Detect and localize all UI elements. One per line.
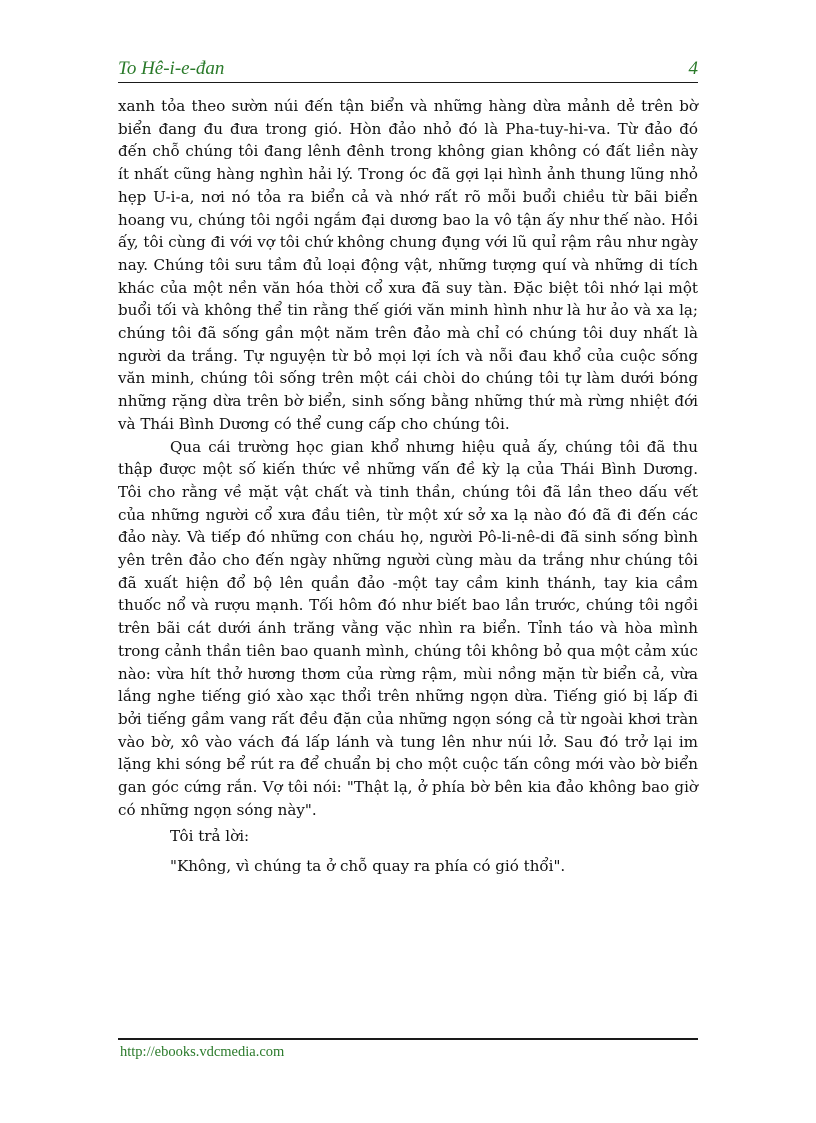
page-header (118, 58, 698, 83)
footer-url: http://ebooks.vdcmedia.com (120, 1044, 285, 1060)
dialog-line: "Không, vì chúng ta ở chỗ quay ra phía có gió thổi". (170, 857, 566, 876)
body-text (118, 95, 698, 878)
paragraph: Qua cái trường học gian khổ nhưng hiệu quả ấy, chúng tôi đã thu thập được một số kiến thức về những vấn đề kỳ lạ của Thái Bình Dương. Tôi cho rằng về mặt vật chất và tinh thần, chúng tôi đã lần theo dấu vết của những người cổ xưa đầu tiên, từ một xứ sở xa lạ nào đó đã đi đến các đảo này. Và tiếp đó những con cháu họ, người Pô-li-nê-di đã sinh sống bình yên trên đảo cho đến ngày những người cùng màu da trắng như chúng tôi đã xuất hiện đổ bộ lên quần đảo -một tay cầm kinh thánh, tay kia cầm thuốc nổ và rượu mạnh. Tối hôm đó như biết bao lần trước, chúng tôi ngồi trên bãi cát dưới ánh trăng vằng vặc nhìn ra biển. Tỉnh táo và hòa mình trong cảnh thần tiên bao quanh mình, chúng tôi không bỏ qua một cảm xúc nào: vừa hít thở hương thơm của rừng rậm, mùi nồng mặn từ biển cả, vừa lắng nghe tiếng gió xào xạc thổi trên những ngọn dừa. Tiếng gió bị lấp đi bởi tiếng gầm vang rất đều đặn của những ngọn sóng cả từ ngoài khơi tràn vào bờ, xô vào vách đá lấp lánh và tung lên như núi lở. Sau đó trở lại im lặng khi sóng bể rút ra để chuẩn bị cho một cuộc tấn công mới vào bờ biển gan góc cứng rắn. Vợ tôi nói: "Thật lạ, ở phía bờ bên kia đảo không bao giờ có những ngọn sóng này". (118, 437, 698, 819)
footer-divider (118, 1038, 698, 1040)
dialog-line: Tôi trả lời: (170, 826, 250, 845)
page-number: 4 (688, 58, 698, 79)
paragraph: xanh tỏa theo sườn núi đến tận biển và những hàng dừa mảnh dẻ trên bờ biển đang đu đưa trong gió. Hòn đảo nhỏ đó là Pha-tuy-hi-va. Từ đảo đó đến chỗ chúng tôi đang lênh đênh trong không gian không có đất liền này ít nhất cũng hàng nghìn hải lý. Trong óc đã gợi lại hình ảnh thung lũng nhỏ hẹp U-i-a, nơi nó tỏa ra biển cả và nhớ rất rõ mỗi buổi chiều từ bãi biển hoang vu, chúng tôi ngồi ngắm đại dương bao la vô tận ấy như thế nào. Hồi ấy, tôi cùng đi với vợ tôi chứ không chung đụng với lũ quỉ rậm râu như ngày nay. Chúng tôi sưu tầm đủ loại động vật, những tượng quí và những di tích khác của một nền văn hóa thời cổ xưa đã suy tàn. Đặc biệt tôi nhớ lại một buổi tối và không thể tin rằng thế giới văn minh hình như là hư ảo và xa lạ; chúng tôi đã sống gần một năm trên đảo mà chỉ có chúng tôi duy nhất là người da trắng. Tự nguyện từ bỏ mọi lợi ích và nỗi đau khổ của cuộc sống văn minh, chúng tôi sống trên một cái chòi do chúng tôi tự làm dưới bóng những rặng dừa trên bờ biển, sinh sống bằng những thứ mà rừng nhiệt đới và Thái Bình Dương có thể cung cấp cho chúng tôi. (118, 97, 698, 433)
header-title: To Hê-i-e-đan (118, 58, 225, 79)
